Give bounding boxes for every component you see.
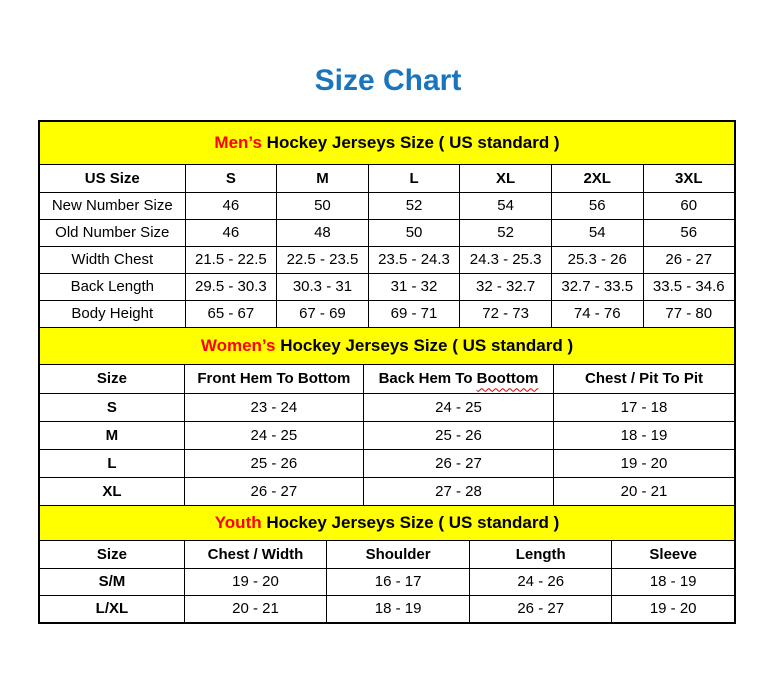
womens-table-row <box>40 477 734 505</box>
mens-column-header: XL <box>460 165 552 192</box>
mens-size-cell: 46 <box>185 192 277 219</box>
womens-size-cell: 23 - 24 <box>184 393 363 421</box>
youth-size-cell: 18 - 19 <box>327 595 470 622</box>
youth-column-header: Length <box>470 541 612 568</box>
mens-size-cell: 32 - 32.7 <box>460 273 552 300</box>
womens-size-cell: 24 - 25 <box>184 421 363 449</box>
mens-table-row <box>40 246 734 273</box>
youth-header-row <box>40 541 734 568</box>
mens-size-cell: 74 - 76 <box>551 300 643 327</box>
womens-column-header: Front Hem To Bottom <box>184 365 363 393</box>
womens-size-cell: 20 - 21 <box>554 477 734 505</box>
youth-size-cell: 19 - 20 <box>184 568 326 595</box>
mens-size-cell: 29.5 - 30.3 <box>185 273 277 300</box>
youth-column-header: Shoulder <box>327 541 470 568</box>
youth-band <box>40 505 734 541</box>
mens-column-header: 3XL <box>643 165 734 192</box>
youth-row-label: L/XL <box>40 595 184 622</box>
mens-column-header: M <box>277 165 369 192</box>
mens-size-cell: 48 <box>277 219 369 246</box>
womens-column-header: Size <box>40 365 184 393</box>
mens-size-cell: 32.7 - 33.5 <box>551 273 643 300</box>
youth-band-text: Hockey Jerseys Size ( US standard ) <box>261 513 560 532</box>
womens-size-cell: 27 - 28 <box>363 477 553 505</box>
youth-column-header: Size <box>40 541 184 568</box>
mens-column-header: 2XL <box>551 165 643 192</box>
mens-size-cell: 31 - 32 <box>368 273 460 300</box>
youth-table-row <box>40 568 734 595</box>
mens-band-text: Hockey Jerseys Size ( US standard ) <box>261 133 560 152</box>
misspelled-word: Boottom <box>476 370 539 388</box>
mens-band-highlight: Men’s <box>214 133 262 152</box>
mens-row-label: Back Length <box>40 273 185 300</box>
mens-row-label: New Number Size <box>40 192 185 219</box>
womens-table-row <box>40 449 734 477</box>
womens-size-cell: 26 - 27 <box>363 449 553 477</box>
womens-size-cell: 17 - 18 <box>554 393 734 421</box>
mens-size-cell: 26 - 27 <box>643 246 734 273</box>
mens-size-cell: 54 <box>460 192 552 219</box>
mens-size-cell: 52 <box>368 192 460 219</box>
womens-size-cell: 26 - 27 <box>184 477 363 505</box>
mens-column-header: S <box>185 165 277 192</box>
youth-column-header: Chest / Width <box>184 541 326 568</box>
mens-row-label: Width Chest <box>40 246 185 273</box>
mens-column-header: L <box>368 165 460 192</box>
youth-size-cell: 24 - 26 <box>470 568 612 595</box>
youth-size-cell: 20 - 21 <box>184 595 326 622</box>
mens-size-cell: 56 <box>551 192 643 219</box>
womens-size-cell: 18 - 19 <box>554 421 734 449</box>
mens-size-cell: 21.5 - 22.5 <box>185 246 277 273</box>
mens-size-cell: 72 - 73 <box>460 300 552 327</box>
womens-size-cell: 24 - 25 <box>363 393 553 421</box>
mens-size-cell: 65 - 67 <box>185 300 277 327</box>
mens-size-cell: 56 <box>643 219 734 246</box>
youth-size-cell: 19 - 20 <box>612 595 734 622</box>
youth-size-table <box>40 541 734 622</box>
womens-band-text: Hockey Jerseys Size ( US standard ) <box>275 336 574 355</box>
mens-size-cell: 54 <box>551 219 643 246</box>
mens-size-cell: 46 <box>185 219 277 246</box>
youth-size-cell: 26 - 27 <box>470 595 612 622</box>
womens-row-label: S <box>40 393 184 421</box>
womens-row-label: L <box>40 449 184 477</box>
mens-size-cell: 50 <box>277 192 369 219</box>
mens-size-cell: 60 <box>643 192 734 219</box>
womens-size-table <box>40 365 734 505</box>
mens-size-cell: 69 - 71 <box>368 300 460 327</box>
mens-section <box>40 122 734 327</box>
mens-column-header: US Size <box>40 165 185 192</box>
mens-size-cell: 22.5 - 23.5 <box>277 246 369 273</box>
mens-table-row <box>40 192 734 219</box>
womens-size-cell: 19 - 20 <box>554 449 734 477</box>
womens-size-cell: 25 - 26 <box>184 449 363 477</box>
youth-table-row <box>40 595 734 622</box>
womens-table-row <box>40 421 734 449</box>
youth-section <box>40 505 734 622</box>
mens-table-row <box>40 273 734 300</box>
womens-table-row <box>40 393 734 421</box>
size-chart-container <box>38 120 736 624</box>
mens-size-cell: 25.3 - 26 <box>551 246 643 273</box>
womens-band-highlight: Women’s <box>200 336 276 355</box>
mens-size-cell: 24.3 - 25.3 <box>460 246 552 273</box>
mens-size-cell: 50 <box>368 219 460 246</box>
mens-size-cell: 23.5 - 24.3 <box>368 246 460 273</box>
mens-size-cell: 33.5 - 34.6 <box>643 273 734 300</box>
mens-size-cell: 52 <box>460 219 552 246</box>
womens-row-label: XL <box>40 477 184 505</box>
womens-header-row <box>40 365 734 393</box>
womens-column-header: Back Hem To Boottom <box>363 365 553 393</box>
mens-header-row <box>40 165 734 192</box>
womens-row-label: M <box>40 421 184 449</box>
mens-size-cell: 67 - 69 <box>277 300 369 327</box>
mens-band <box>40 122 734 165</box>
mens-table-row <box>40 219 734 246</box>
mens-row-label: Body Height <box>40 300 185 327</box>
youth-band-highlight: Youth <box>214 513 262 532</box>
womens-band <box>40 327 734 365</box>
mens-size-cell: 77 - 80 <box>643 300 734 327</box>
womens-section <box>40 327 734 505</box>
mens-size-table <box>40 165 734 327</box>
mens-table-row <box>40 300 734 327</box>
womens-column-header: Chest / Pit To Pit <box>554 365 734 393</box>
youth-column-header: Sleeve <box>612 541 734 568</box>
mens-row-label: Old Number Size <box>40 219 185 246</box>
mens-size-cell: 30.3 - 31 <box>277 273 369 300</box>
youth-size-cell: 16 - 17 <box>327 568 470 595</box>
page-title: Size Chart <box>314 64 462 97</box>
womens-size-cell: 25 - 26 <box>363 421 553 449</box>
youth-size-cell: 18 - 19 <box>612 568 734 595</box>
youth-row-label: S/M <box>40 568 184 595</box>
